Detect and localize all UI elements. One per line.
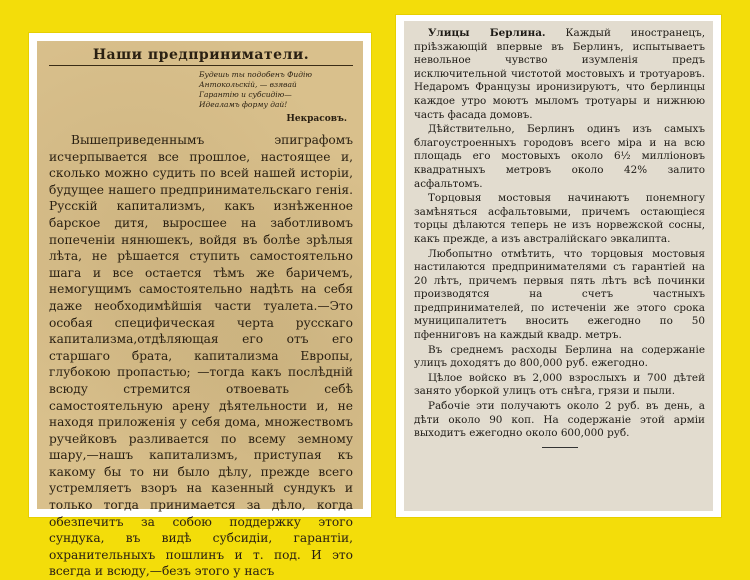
article-paragraph: Въ среднемъ расходы Берлина на содержаніе улицъ доходятъ до 800,000 руб. ежегодно. <box>414 343 705 370</box>
epigraph-line: Идеаламъ форму дай! <box>199 100 288 109</box>
epigraph-line: Будешь ты подобенъ Фидію <box>199 70 312 79</box>
article-paragraph <box>414 27 705 122</box>
article-body: Вышеприведеннымъ эпиграфомъ исчерпывается все прошлое, настоящее и, сколько можно судить по всей нашей исторіи, будущее нашего предпринимательскаго генія. Русскій капитализмъ, какъ изнѣженное барское дитя, выросшее на заботливомъ попеченіи нянюшекъ, войдя въ болѣе зрѣлыя лѣта, не рѣшается ступить самостоятельно шага и все остается тѣмъ же баричемъ, немогущимъ самостоятельно надѣть на себя даже необходимѣйшія части туалета.—Это особая специфическая черта русскаго капитализма,отдѣляющая его отъ его старшаго брата, капитализма Европы, глубокою пропастью; —тогда какъ послѣдній всюду стремится отвоевать себѣ самостоятельную арену дѣятельности и, не находя приложенія у себя дома, множествомъ ручейковъ разливается по всему земному шару,—нашъ капитализмъ, приступая къ какому бы то ни было дѣлу, прежде всего устремляетъ взоръ на казенный сундукъ и только тогда принимается за дѣло, когда обезпечитъ за собою поддержку этого сундука, въ видѣ субсидіи, гарантіи, охранительныхъ пошлинъ и т. под. И это всегда и всюду,—безъ этого у насъ <box>49 133 353 579</box>
end-rule <box>542 447 578 448</box>
article-paragraph: Дѣйствительно, Берлинъ одинъ изъ самыхъ благоустроенныхъ городовъ всего міра и на всю площадь его мостовыхъ около 6½ милліоновъ квадратныхъ метровъ около 42% залито асфальтомъ. <box>414 123 705 190</box>
right-newspaper-clipping <box>404 21 713 511</box>
article-paragraph: Торцовыя мостовыя начинаютъ понемногу замѣняться асфальтовыми, причемъ остающіеся торцы дѣлаются теперь не изъ норвежской сосны, какъ прежде, а изъ австралійскаго эвкалипта. <box>414 192 705 245</box>
right-clipping-frame <box>396 15 721 517</box>
epigraph-line: Гарантію и субсидію— <box>199 90 292 99</box>
article-paragraph: Цѣлое войско въ 2,000 взрослыхъ и 700 дѣтей занято уборкой улицъ отъ снѣга, грязи и пыли. <box>414 371 705 398</box>
left-clipping-frame <box>29 33 371 579</box>
left-newspaper-clipping <box>37 41 363 579</box>
article-title: Улицы Берлина. <box>428 27 546 39</box>
epigraph-line: Антокольскій, — взявай <box>199 80 297 89</box>
epigraph-author: Некрасовъ. <box>286 114 347 124</box>
paragraph-text: Каждый иностранецъ, пріѣзжающій впервые въ Берлинъ, испытываетъ невольное чувство изумленія предъ исключительной чистотой мостовыхъ и тротуаровъ. Недаромъ Французы иронизируютъ, что берлинцы каждое утро моютъ мыломъ тротуары и нижнюю часть фасада домовъ. <box>414 27 705 121</box>
epigraph <box>199 70 353 110</box>
clipping-headline: Наши предприниматели. <box>49 47 353 66</box>
article-paragraph: Рабочіе эти получаютъ около 2 руб. въ день, а дѣти около 90 коп. На содержаніе этой арміи выходитъ ежегодно около 600,000 руб. <box>414 400 705 440</box>
article-paragraph: Любопытно отмѣтить, что торцовыя мостовыя настилаются предпринимателями съ гарантіей на 20 лѣтъ, причемъ первыя пять лѣтъ всѣ починки производятся на счетъ частныхъ предпринимателей, по истеченіи же этого срока муниципалитетъ вносить ежегодно по 50 пфенниговъ на каждый квадр. метръ. <box>414 247 705 342</box>
